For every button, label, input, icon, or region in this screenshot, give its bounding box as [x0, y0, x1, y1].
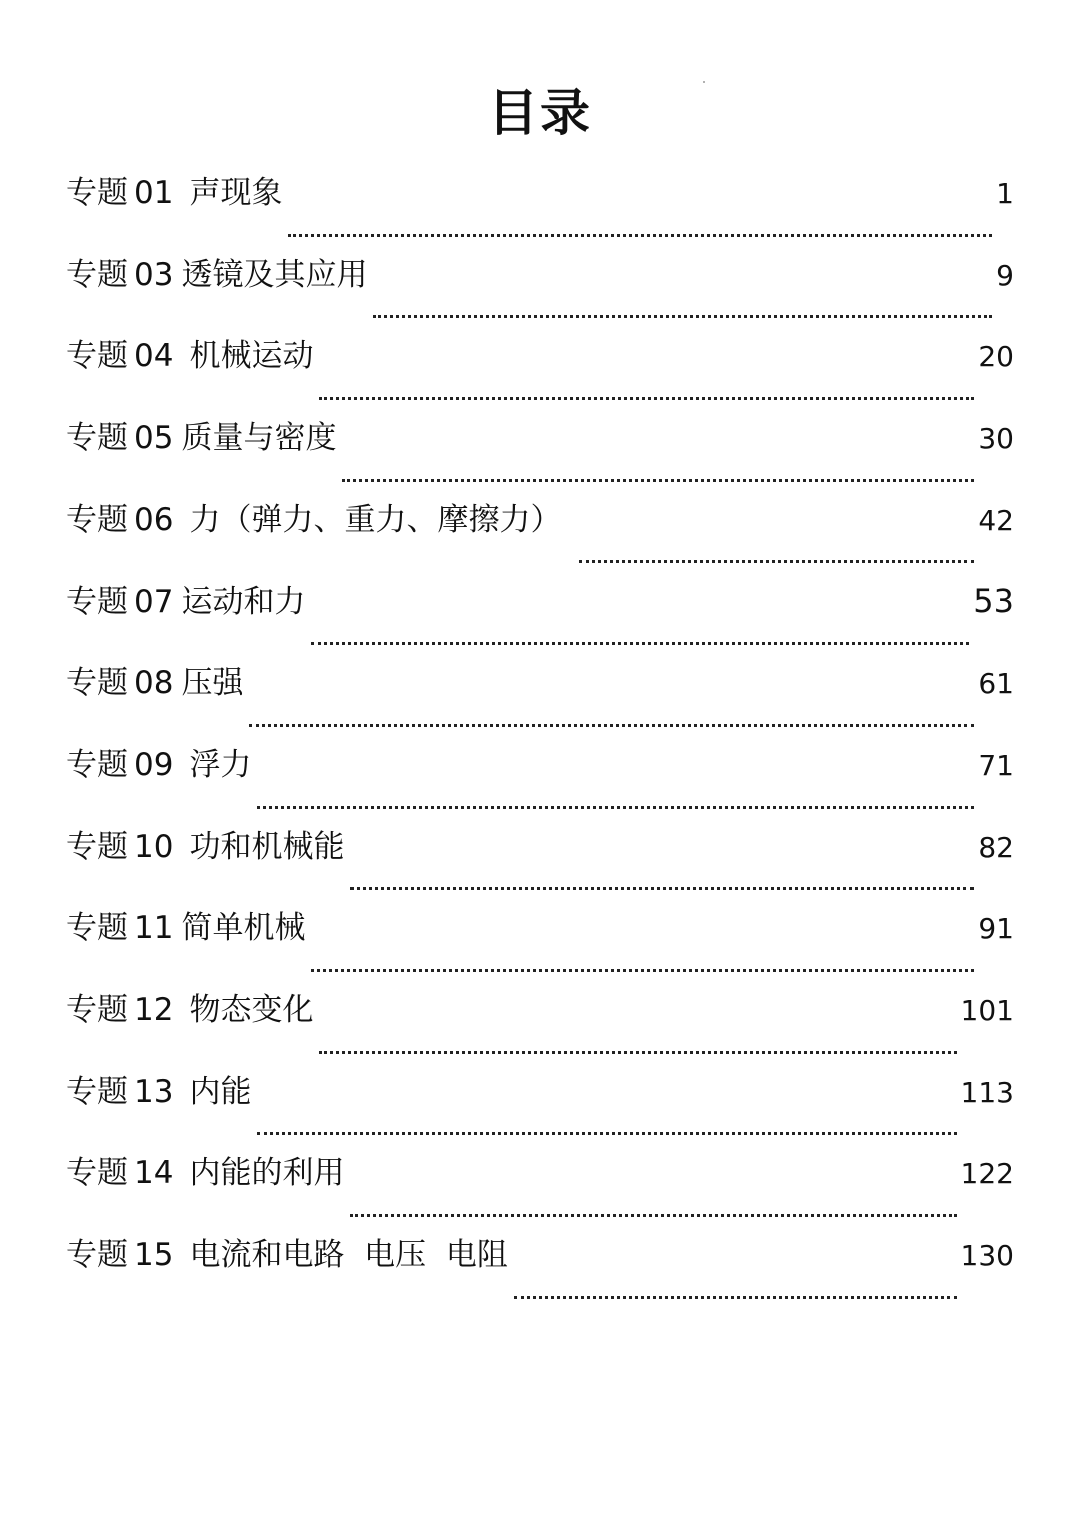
toc-entry-number: 09 [134, 746, 174, 783]
toc-entry-page: 91 [978, 912, 1014, 946]
dot-leader [579, 560, 974, 563]
toc-entry-page: 101 [960, 993, 1014, 1027]
toc-entry-number: 06 [134, 501, 174, 538]
toc-entry[interactable] [66, 822, 1014, 904]
toc-entry-number: 08 [134, 665, 174, 702]
toc-entry-number: 11 [134, 910, 174, 947]
toc-entry-page: 42 [978, 503, 1014, 537]
toc-entry-number: 01 [134, 175, 174, 211]
dot-leader [514, 1296, 957, 1299]
toc-entry[interactable] [66, 985, 1014, 1067]
toc-entry[interactable] [66, 740, 1014, 822]
toc-entry-prefix: 专题 [66, 1155, 128, 1192]
toc-entry[interactable] [66, 1148, 1014, 1230]
toc-entry-title: 运动和力 [181, 584, 306, 621]
toc-entry-prefix: 专题 [66, 828, 128, 865]
toc-entry-prefix: 专题 [66, 991, 128, 1028]
toc-entry-number: 07 [134, 584, 174, 621]
toc-entry-number: 10 [134, 828, 174, 865]
dot-leader [319, 397, 974, 400]
dot-leader [350, 887, 974, 890]
dot-leader [257, 1132, 956, 1135]
toc-entry[interactable] [66, 1067, 1014, 1149]
dot-leader [249, 724, 974, 727]
toc-entry-number: 03 [134, 256, 174, 293]
toc-entry[interactable] [66, 495, 1014, 577]
toc-entry-page: 20 [978, 340, 1014, 374]
toc-entry[interactable] [66, 576, 1014, 658]
dot-leader [342, 479, 974, 482]
toc-entry[interactable] [66, 250, 1014, 332]
dot-leader [311, 969, 974, 972]
toc-entry-title: 电流和电路 电压 电阻 [189, 1236, 508, 1273]
toc-entry-title: 物态变化 [189, 991, 314, 1028]
toc-entry[interactable] [66, 1230, 1014, 1312]
toc-entry-number: 04 [134, 338, 174, 375]
dot-leader [288, 234, 992, 237]
toc-entry-prefix: 专题 [66, 175, 128, 211]
toc-entry-title: 功和机械能 [189, 828, 345, 865]
toc-entry-title: 机械运动 [189, 338, 314, 375]
toc-entry-title: 压强 [181, 665, 244, 702]
toc-entry-page: 53 [973, 582, 1014, 621]
toc-entry-title: 透镜及其应用 [181, 256, 368, 293]
toc-entry[interactable] [66, 903, 1014, 985]
toc-entry-prefix: 专题 [66, 910, 128, 947]
toc-entry-title: 简单机械 [181, 910, 306, 947]
toc-entry-page: 61 [978, 667, 1014, 701]
table-of-contents [66, 168, 1014, 1312]
toc-entry-prefix: 专题 [66, 420, 128, 457]
scan-speck [703, 81, 705, 83]
toc-entry-page: 9 [996, 258, 1014, 292]
toc-entry-prefix: 专题 [66, 338, 128, 375]
toc-entry-title: 内能 [189, 1073, 252, 1110]
toc-entry-number: 15 [134, 1236, 174, 1273]
toc-entry-page: 71 [978, 748, 1014, 782]
toc-entry[interactable] [66, 413, 1014, 495]
toc-entry-title: 质量与密度 [181, 420, 337, 457]
toc-entry-number: 13 [134, 1073, 174, 1110]
toc-entry-prefix: 专题 [66, 501, 128, 538]
toc-entry-prefix: 专题 [66, 1236, 128, 1273]
toc-entry-page: 122 [960, 1157, 1014, 1191]
toc-entry-prefix: 专题 [66, 665, 128, 702]
toc-entry-title: 力（弹力、重力、摩擦力） [189, 501, 562, 538]
toc-entry[interactable] [66, 168, 1014, 250]
toc-entry-title: 浮力 [189, 746, 252, 783]
toc-entry-number: 05 [134, 420, 174, 457]
toc-entry-page: 113 [960, 1075, 1014, 1109]
toc-entry-page: 130 [960, 1238, 1014, 1272]
toc-entry-page: 30 [978, 422, 1014, 456]
toc-entry-number: 12 [134, 991, 174, 1028]
dot-leader [257, 806, 974, 809]
toc-entry-prefix: 专题 [66, 746, 128, 783]
toc-entry-page: 82 [978, 830, 1014, 864]
toc-entry-page: 1 [996, 177, 1014, 210]
toc-entry[interactable] [66, 658, 1014, 740]
toc-entry-number: 14 [134, 1155, 174, 1192]
dot-leader [350, 1214, 956, 1217]
toc-entry-prefix: 专题 [66, 584, 128, 621]
toc-entry-prefix: 专题 [66, 256, 128, 293]
page-title: 目录 [488, 84, 592, 142]
toc-entry-prefix: 专题 [66, 1073, 128, 1110]
toc-entry-title: 内能的利用 [189, 1155, 345, 1192]
dot-leader [319, 1051, 956, 1054]
dot-leader [311, 642, 969, 645]
toc-entry-title: 声现象 [189, 175, 283, 211]
dot-leader [373, 315, 992, 318]
toc-entry[interactable] [66, 331, 1014, 413]
